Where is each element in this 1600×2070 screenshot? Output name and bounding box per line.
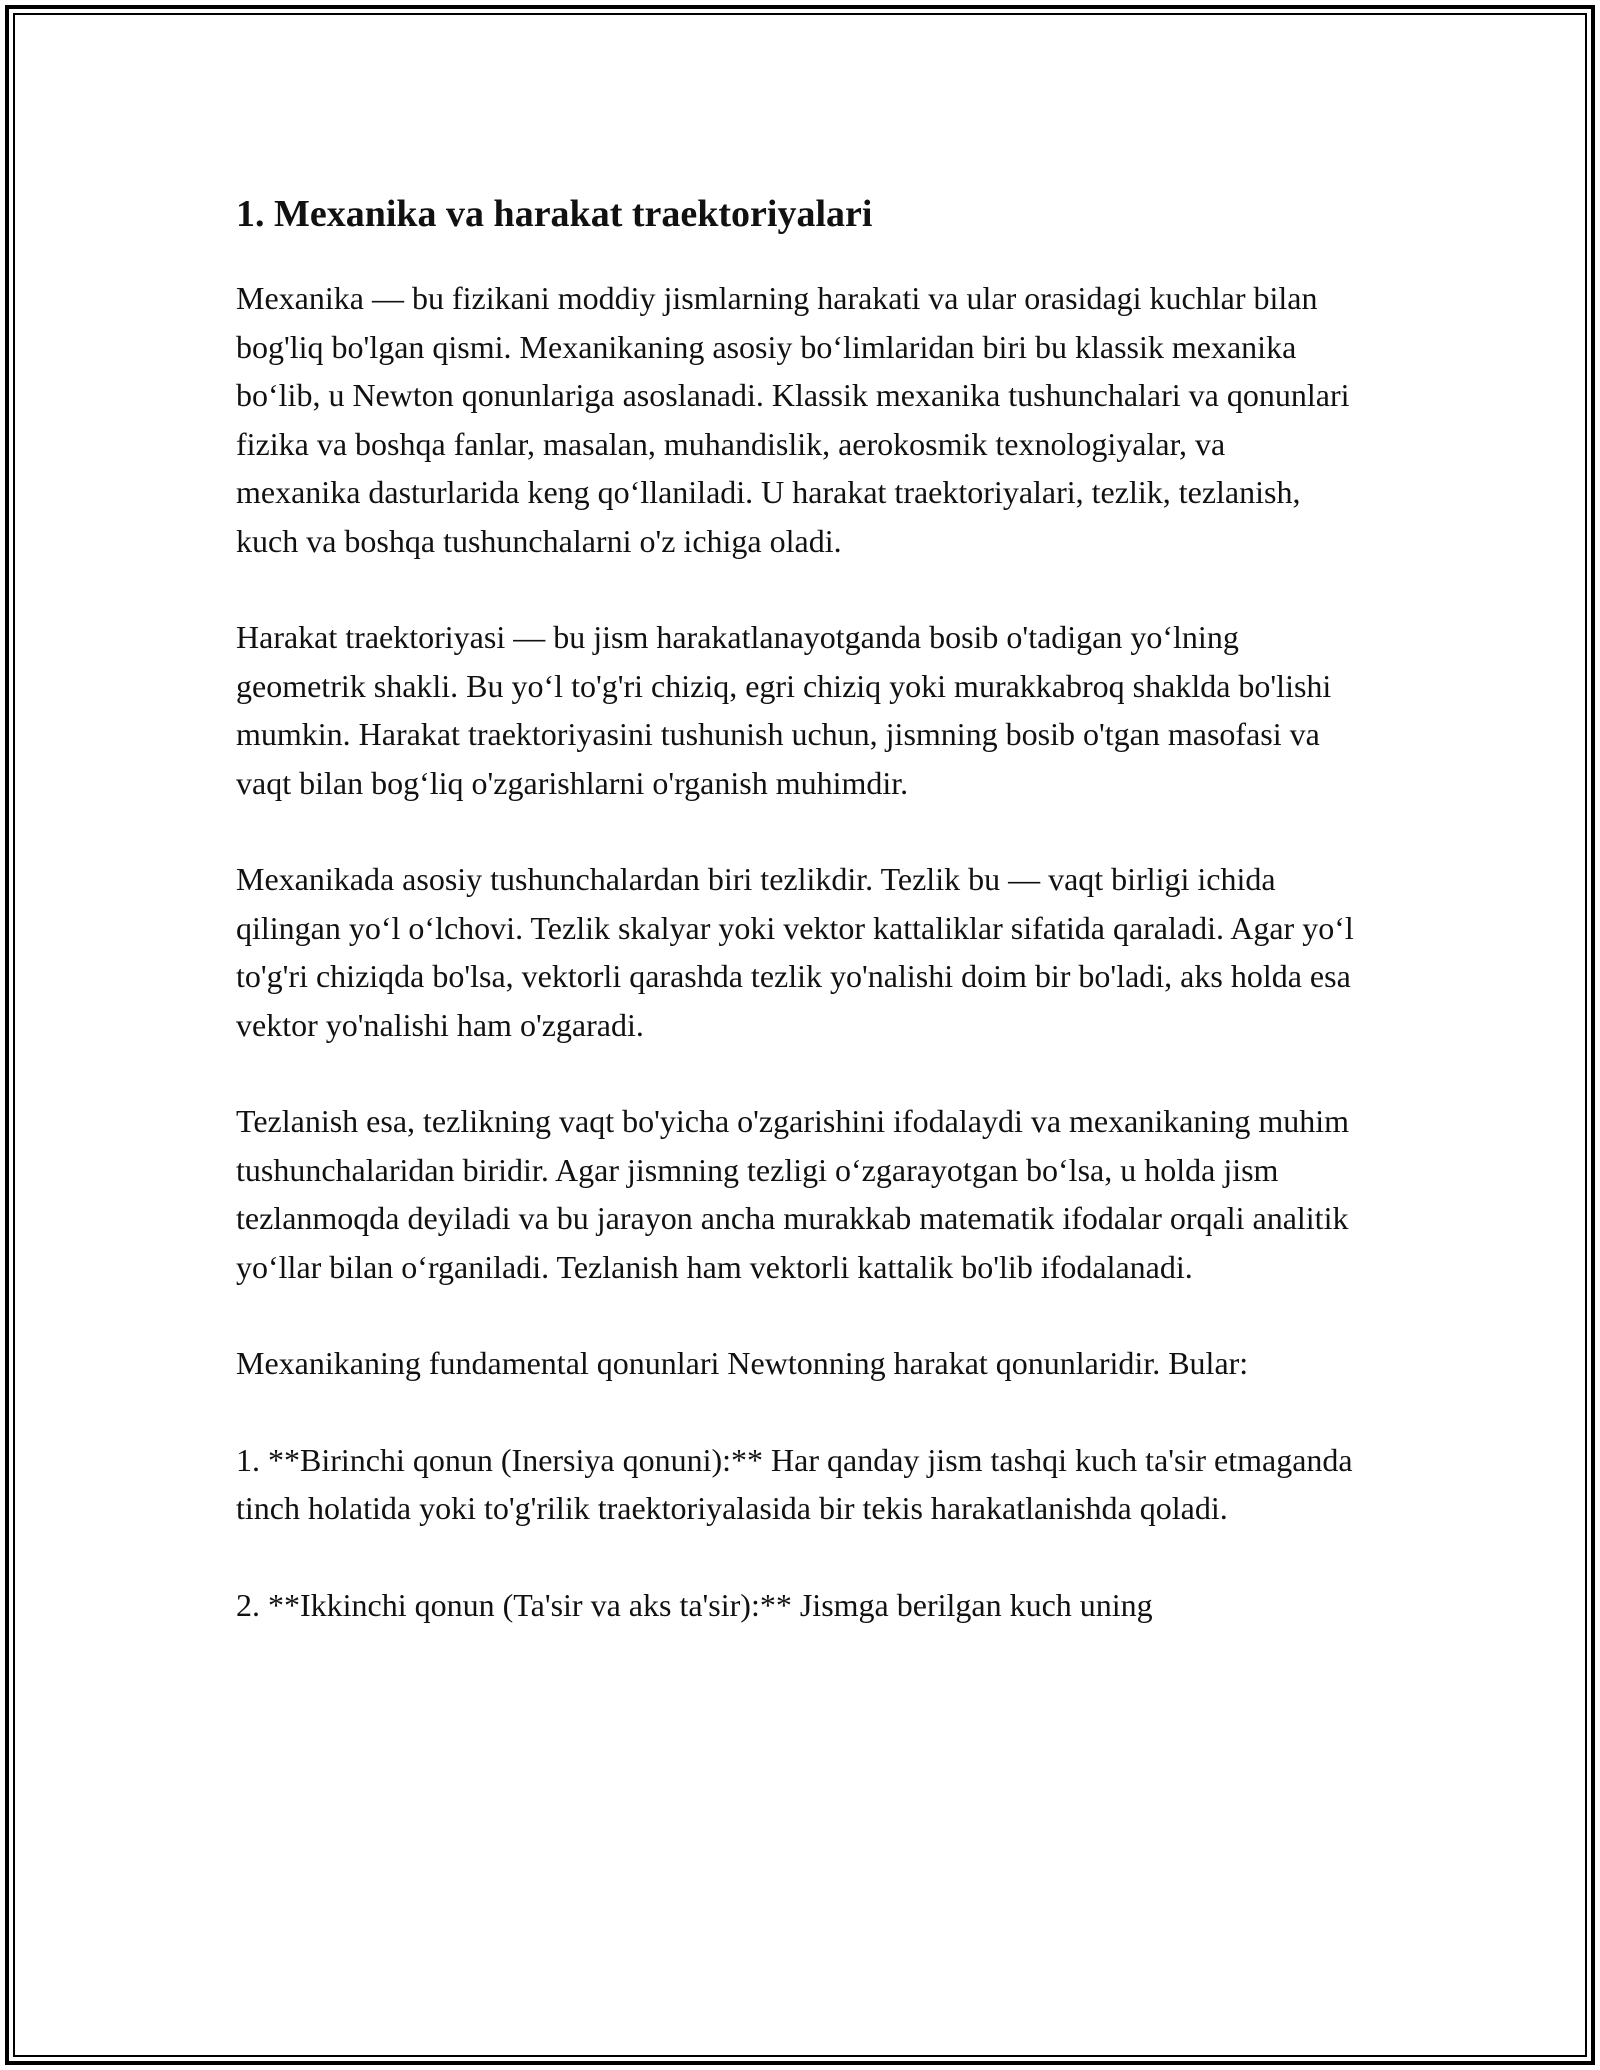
list-item-first-law: 1. **Birinchi qonun (Inersiya qonuni):** Har qanday jism tashqi kuch ta'sir etmaganda tinch holatida yoki to'g'rilik traektoriyalasida bir tekis harakatlanishda qoladi. xyxy=(236,1441,1353,1526)
paragraph-trajectory: Harakat traektoriyasi — bu jism harakatlanayotganda bosib o'tadigan yo‘lning geometrik shakli. Bu yo‘l to'g'ri chiziq, egri chiziq yoki murakkabroq shaklda bo'lishi mumkin. Harakat traektoriyasini tushunish uchun, jismning bosib o'tgan masofasi va vaqt bilan bog‘liq o'zgarishlarni o'rganish muhimdir. xyxy=(236,619,1332,801)
paragraph-newton-laws-intro: Mexanikaning fundamental qonunlari Newtonning harakat qonunlaridir. Bular: xyxy=(236,1345,1249,1381)
list-item-second-law: 2. **Ikkinchi qonun (Ta'sir va aks ta'sir):** Jismga berilgan kuch uning xyxy=(236,1586,1153,1623)
page-title: 1. Mexanika va harakat traektoriyalari xyxy=(236,193,873,235)
paragraph-mechanics-intro: Mexanika — bu fizikani moddiy jismlarning harakati va ular orasidagi kuchlar bilan bog'liq bo'lgan qismi. Mexanikaning asosiy bo‘limlaridan biri bu klassik mexanika bo‘lib, u Newton qonunlariga asoslanadi. Klassik mexanika tushunchalari va qonunlari fizika va boshqa fanlar, masalan, muhandislik, aerokosmik texnologiyalar, va mexanika dasturlarida keng qo‘llaniladi. U harakat traektoriyalari, tezlik, tezlanish, kuch va boshqa tushunchalarni o'z ichiga oladi. xyxy=(236,280,1350,559)
document-body xyxy=(236,186,1356,1677)
paragraph-velocity: Mexanikada asosiy tushunchalardan biri tezlikdir. Tezlik bu — vaqt birligi ichida qilingan yo‘l o‘lchovi. Tezlik skalyar yoki vektor kattaliklar sifatida qaraladi. Agar yo‘l to'g'ri chiziqda bo'lsa, vektorli qarashda tezlik yo'nalishi doim bir bo'ladi, aks holda esa vektor yo'nalishi ham o'zgaradi. xyxy=(236,861,1354,1043)
paragraph-acceleration: Tezlanish esa, tezlikning vaqt bo'yicha o'zgarishini ifodalaydi va mexanikaning muhim tushunchalaridan biridir. Agar jismning tezligi o‘zgarayotgan bo‘lsa, u holda jism tezlanmoqda deyiladi va bu jarayon ancha murakkab matematik ifodalar orqali analitik yo‘llar bilan o‘rganiladi. Tezlanish ham vektorli kattalik bo'lib ifodalanadi. xyxy=(236,1103,1349,1285)
